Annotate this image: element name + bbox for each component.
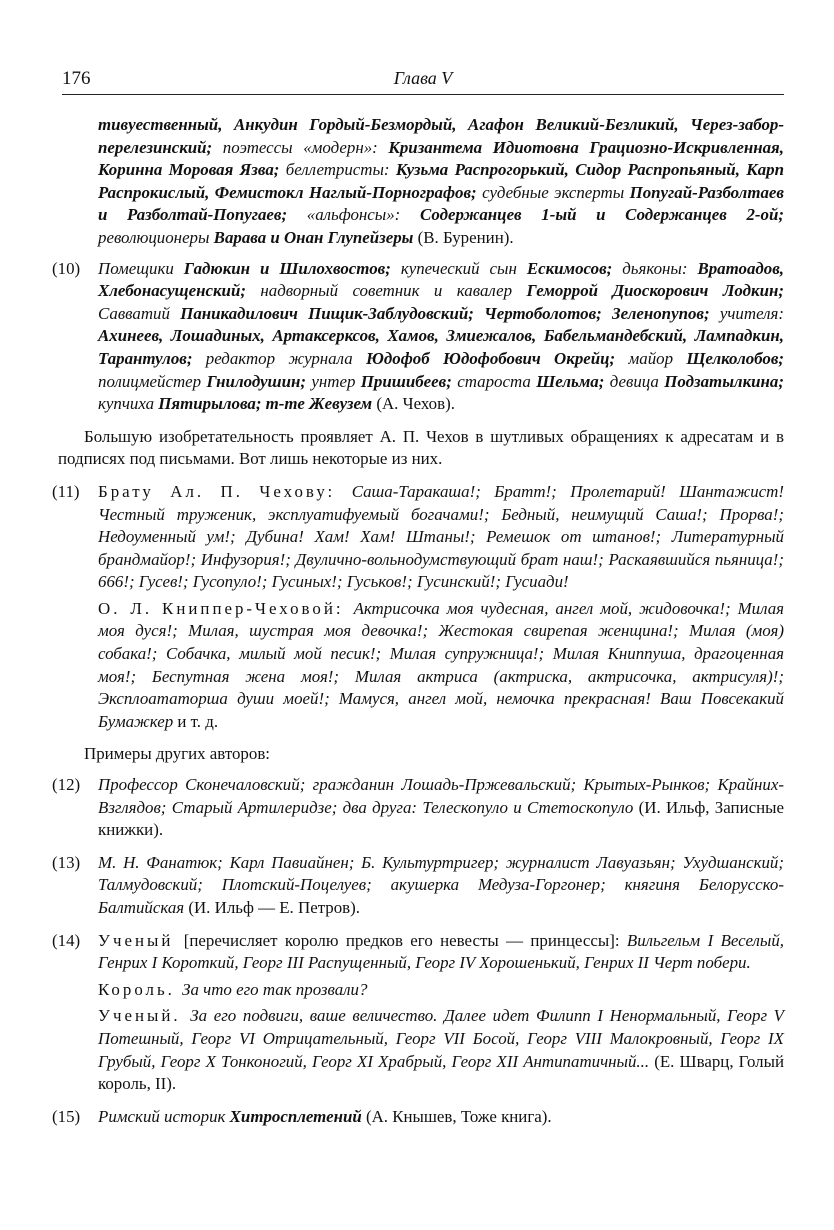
text-run: Ученый. xyxy=(98,1006,191,1026)
text-run: революционеры xyxy=(98,227,214,247)
body-paragraph: Примеры других авторов: xyxy=(84,744,270,764)
text-run: судебные эксперты xyxy=(482,182,630,202)
text-run: Паникадилович Пищик-Заблудовский; Чертоболотов; Зеленопупов; xyxy=(180,303,720,323)
example-9-continuation xyxy=(58,114,784,250)
text-run: Савватий xyxy=(98,303,181,323)
dialogue-line xyxy=(98,979,784,1002)
example-number: (10) xyxy=(52,258,81,278)
text-run: беллетристы: xyxy=(285,160,396,180)
text-run: купеческий сын xyxy=(400,258,527,278)
text-run: За что его так прозвали? xyxy=(182,979,368,999)
text-run: Подзатылкина; xyxy=(664,371,784,391)
text-run: М. Н. Фанатюк; Карл Павиайнен; Б. Культуртригер; журналист Лавуазьян; Ухудшанский; Талмудовский; Плотский-Поцелуев; акушерка Медуза-Горгонер; княгиня Белорусско-Балтийская xyxy=(98,852,784,917)
example-text xyxy=(98,258,784,416)
example-15 xyxy=(52,1106,784,1129)
text-run: Щелколобов; xyxy=(686,348,784,368)
text-run: Актрисочка моя чудесная, ангел мой, жидовочка!; Милая моя дуся!; Милая, шустрая моя девочка!; Жестокая свирепая женщина!; Милая (моя) собака!; Собачка, милый мой песик!; Милая супружница!; Милая Книппуша, драгоценная моя!; Беспутная жена моя!; Милая актриса (актриска, актрисочка, актрисуля)!; Эксплоататорша души моей!; Мамуся, ангел мой, немочка прекрасная! Ваш Повсекакий Бумажкер xyxy=(98,598,784,731)
text-run: «альфонсы»: xyxy=(306,205,420,225)
text-run: Юдофоб Юдофобович Окрейц; xyxy=(365,348,629,368)
text-run: поэтессы «модерн»: xyxy=(222,137,389,157)
text-run: надворный советник и кавалер xyxy=(260,281,527,301)
text-run: Пришибеев; xyxy=(360,371,458,391)
text-run: (И. Ильф — Е. Петров). xyxy=(188,898,360,917)
page-body xyxy=(52,114,785,1138)
body-paragraph: Большую изобретательность проявляет А. П. Чехов в шутливых обращениях к адресатам и в подписях под письмами. Вот лишь некоторые из них. xyxy=(58,426,784,469)
example-14 xyxy=(52,930,785,1096)
dialogue-line xyxy=(98,930,784,975)
text-run: Попугай-Разболтаев и Разболтай-Попугаев; xyxy=(98,182,784,225)
text-run: Варава и Онан Глупейзеры xyxy=(213,227,418,247)
text-run: (А. Чехов). xyxy=(376,394,455,414)
text-run: Саша-Таракаша!; Братт!; Пролетарий! Шантажист! Честный труженик, эксплуатифуемый богачами!; Бедный, неимущий Саша!; Прорва!; Недоуменный ум!; Дубина! Хам! Хам! Штаны!; Ремешок от штанов!; Литературный брандмайор!; Инфузория!; Двулично-вольнодумствующий брат наш!; Раскаявшийся пьяница!; 666!; Гусев!; Гусопуло!; Гусиных!; Гуськов!; Гусинский!; Гусиади! xyxy=(98,481,785,592)
example-13 xyxy=(52,852,784,920)
text-run: староста xyxy=(457,371,537,391)
text-run: майор xyxy=(628,348,687,368)
text-run: (Е. Шварц, Голый король, II). xyxy=(98,1051,784,1094)
text-run: Профессор Сконечаловский; гражданин Лошадь-Пржевальский; Крытых-Рынков; Крайних-Взглядов; Старый Артилеридзе; два друга: Телескопуло и Стетоскопуло xyxy=(98,775,784,817)
text-run: Помещики xyxy=(98,258,184,278)
running-header xyxy=(62,68,784,95)
text-run: Брату Ал. П. Чехову: xyxy=(98,481,352,501)
text-run: Вратоадов, Хлебонасущенский; xyxy=(98,258,784,301)
example-text xyxy=(98,1106,784,1129)
example-text xyxy=(98,852,784,920)
text-run: Король. xyxy=(98,979,183,999)
text-run: Ахинеев, Лошадиных, Артаксерксов, Хамов, Змиежалов, Бабельмандебский, Лампадкин, Тарантулов; xyxy=(98,326,784,368)
page-number: 176 xyxy=(62,68,91,89)
text-run: унтер xyxy=(311,371,361,391)
example-text-knipper xyxy=(98,598,784,734)
example-number: (11) xyxy=(52,481,80,501)
example-number: (13) xyxy=(52,852,81,872)
text-run: Ескимосов; xyxy=(526,258,623,278)
text-run: учителя: xyxy=(719,303,784,323)
text-run: (И. Ильф, Записные книжки). xyxy=(98,797,784,840)
text-run: Шельма; xyxy=(536,371,610,391)
example-number: (12) xyxy=(52,775,81,795)
text-run: [перечисляет королю предков его невесты — принцессы]: xyxy=(183,930,627,950)
text-run: Пятирылова; т-те Жевузем xyxy=(158,394,377,414)
example-text xyxy=(98,114,784,250)
example-text xyxy=(98,774,784,842)
text-run: Содержанцев 1-ый и Содержанцев 2-ой; xyxy=(419,205,785,225)
text-run: О. Л. Книппер-Чеховой: xyxy=(98,598,354,618)
text-run: Хитросплетений xyxy=(229,1106,366,1126)
chapter-title: Глава V xyxy=(393,68,453,88)
text-run: тивуественный, Анкудин Гордый-Безмордый, Агафон Великий-Безликий, Через-забор-перелезинский; xyxy=(98,115,784,157)
text-run: За его подвиги, ваше величество. Далее идет Филипп I Ненормальный, Георг V Потешный, Георг VI Отрицательный, Георг VII Босой, Георг VIII Малокровный, Георг IX Грубый, Георг X Тонконогий, Георг XI Храбрый, Георг XII Антипатичный... xyxy=(98,1006,785,1071)
text-run: купчиха xyxy=(98,394,159,414)
text-run: девица xyxy=(609,371,665,391)
text-run: и т. д. xyxy=(177,711,219,731)
example-12 xyxy=(52,774,784,842)
text-run: (А. Кнышев, Тоже книга). xyxy=(365,1106,552,1126)
text-run: Гадюкин и Шилохвостов; xyxy=(183,258,401,278)
text-run: редактор журнала xyxy=(205,348,366,368)
text-run: Вильгельм I Веселый, Генрих I Короткий, Георг III Распущенный, Георг IV Хорошенький, Генрих II Черт побери. xyxy=(98,930,784,973)
example-number: (15) xyxy=(52,1106,81,1126)
example-10 xyxy=(52,258,784,416)
text-run: Римский историк xyxy=(98,1106,230,1126)
example-number: (14) xyxy=(52,930,81,950)
text-run: Ученый xyxy=(98,930,184,950)
text-run: полицмейстер xyxy=(98,371,207,391)
text-run: дьяконы: xyxy=(622,258,698,278)
text-run: Кузьма Распрогорький, Сидор Распропьяный, Карп Распрокислый, Фемистокл Наглый-Порнографов; xyxy=(98,160,784,202)
text-run: (В. Буренин). xyxy=(417,227,514,247)
text-run: Гнилодушин; xyxy=(206,371,312,391)
example-text-brother xyxy=(98,481,784,594)
text-run: Кризантема Идиотовна Грациозно-Искривленная, Коринна Моровая Язва; xyxy=(98,137,784,180)
example-11 xyxy=(52,481,785,734)
dialogue-line xyxy=(98,1005,784,1095)
text-run: Геморрой Диоскорович Лодкин; xyxy=(526,281,784,301)
